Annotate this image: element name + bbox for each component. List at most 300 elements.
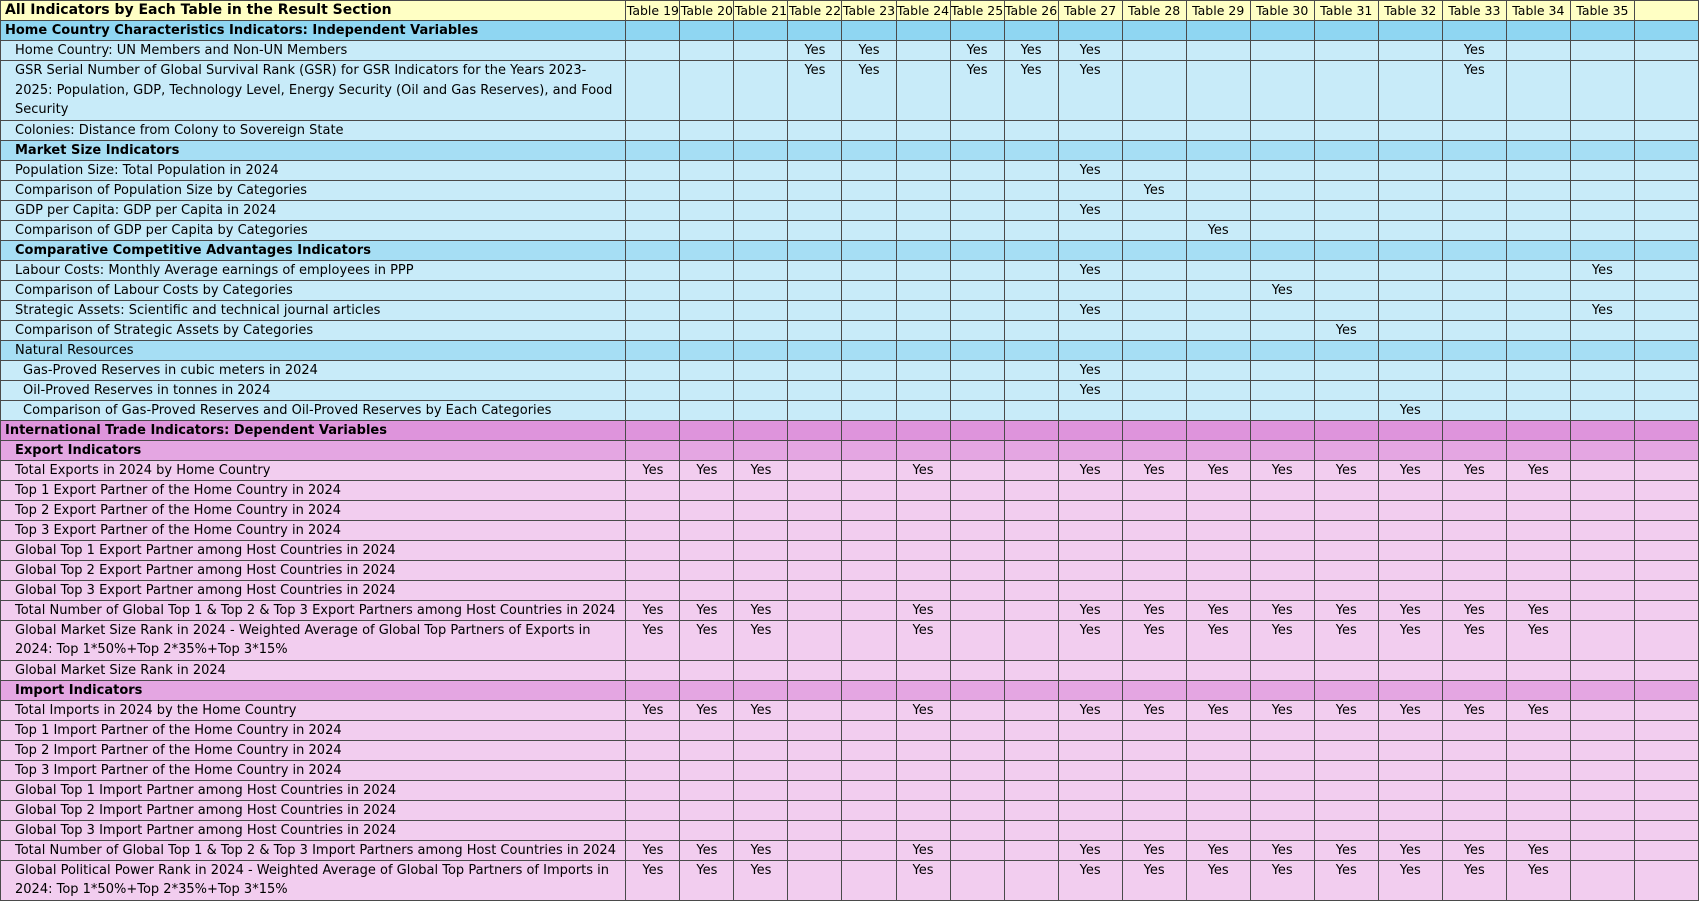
table-cell[interactable]	[734, 420, 788, 440]
table-cell[interactable]	[896, 380, 950, 400]
table-cell[interactable]	[1570, 620, 1634, 660]
table-cell[interactable]	[1634, 680, 1698, 700]
table-cell[interactable]	[1506, 660, 1570, 680]
table-cell[interactable]	[1004, 340, 1058, 360]
table-cell[interactable]	[842, 780, 896, 800]
table-cell[interactable]: Yes	[1058, 360, 1122, 380]
table-cell[interactable]	[1004, 700, 1058, 720]
table-cell[interactable]: Yes	[1186, 220, 1250, 240]
table-cell[interactable]	[734, 180, 788, 200]
table-cell[interactable]	[626, 440, 680, 460]
table-cell[interactable]	[1378, 260, 1442, 280]
table-cell[interactable]	[788, 280, 842, 300]
table-cell[interactable]	[1250, 220, 1314, 240]
table-cell[interactable]	[626, 380, 680, 400]
table-cell[interactable]	[950, 600, 1004, 620]
table-cell[interactable]	[1250, 720, 1314, 740]
column-header-cell[interactable]: Table 21	[734, 1, 788, 21]
table-cell[interactable]	[950, 280, 1004, 300]
table-cell[interactable]	[896, 420, 950, 440]
column-header-cell[interactable]: Table 24	[896, 1, 950, 21]
table-cell[interactable]	[896, 160, 950, 180]
table-cell[interactable]	[1378, 380, 1442, 400]
table-cell[interactable]	[842, 680, 896, 700]
table-cell[interactable]	[1186, 300, 1250, 320]
table-cell[interactable]	[896, 520, 950, 540]
table-cell[interactable]	[788, 480, 842, 500]
table-cell[interactable]	[1442, 120, 1506, 140]
table-cell[interactable]	[842, 180, 896, 200]
table-cell[interactable]	[1570, 240, 1634, 260]
table-cell[interactable]	[1378, 820, 1442, 840]
table-cell[interactable]	[842, 600, 896, 620]
table-cell[interactable]	[950, 440, 1004, 460]
table-cell[interactable]	[1506, 360, 1570, 380]
table-cell[interactable]	[842, 760, 896, 780]
table-cell[interactable]	[896, 820, 950, 840]
table-cell[interactable]	[680, 400, 734, 420]
table-cell[interactable]	[896, 340, 950, 360]
table-cell[interactable]: Yes	[1570, 300, 1634, 320]
table-cell[interactable]: Yes	[1058, 300, 1122, 320]
table-cell[interactable]	[1634, 740, 1698, 760]
table-cell[interactable]	[1634, 21, 1698, 41]
table-cell[interactable]	[788, 860, 842, 900]
table-cell[interactable]	[788, 840, 842, 860]
table-cell[interactable]: Yes	[680, 840, 734, 860]
table-cell[interactable]	[1378, 780, 1442, 800]
table-cell[interactable]	[1570, 480, 1634, 500]
table-cell[interactable]	[1058, 180, 1122, 200]
table-cell[interactable]: Yes	[1122, 840, 1186, 860]
table-cell[interactable]	[1186, 140, 1250, 160]
table-cell[interactable]	[1250, 260, 1314, 280]
table-cell[interactable]	[680, 240, 734, 260]
indicator-label-cell[interactable]: Global Political Power Rank in 2024 - Weighted Average of Global Top Partners of Imports in 2024: Top 1*50%+Top 2*35%+Top 3*15%	[1, 860, 626, 900]
column-header-cell[interactable]: Table 26	[1004, 1, 1058, 21]
table-cell[interactable]: Yes	[1314, 320, 1378, 340]
table-cell[interactable]	[680, 500, 734, 520]
table-cell[interactable]: Yes	[1122, 700, 1186, 720]
indicator-label-cell[interactable]: Top 1 Export Partner of the Home Country in 2024	[1, 480, 626, 500]
table-cell[interactable]	[1058, 800, 1122, 820]
table-cell[interactable]	[1058, 120, 1122, 140]
table-cell[interactable]	[1634, 780, 1698, 800]
table-cell[interactable]	[734, 21, 788, 41]
table-cell[interactable]	[1004, 600, 1058, 620]
table-cell[interactable]	[1570, 200, 1634, 220]
indicator-label-cell[interactable]: Global Top 3 Export Partner among Host Countries in 2024	[1, 580, 626, 600]
table-cell[interactable]: Yes	[1314, 460, 1378, 480]
table-cell[interactable]	[842, 160, 896, 180]
indicator-label-cell[interactable]: Total Number of Global Top 1 & Top 2 & Top 3 Import Partners among Host Countries in 2024	[1, 840, 626, 860]
table-cell[interactable]	[1004, 740, 1058, 760]
table-cell[interactable]	[896, 360, 950, 380]
table-cell[interactable]	[896, 280, 950, 300]
table-cell[interactable]	[1570, 780, 1634, 800]
table-cell[interactable]	[1506, 440, 1570, 460]
table-cell[interactable]	[788, 600, 842, 620]
table-cell[interactable]	[680, 180, 734, 200]
table-cell[interactable]	[626, 400, 680, 420]
table-cell[interactable]	[680, 120, 734, 140]
table-cell[interactable]	[1314, 200, 1378, 220]
table-cell[interactable]	[1506, 340, 1570, 360]
table-cell[interactable]	[896, 440, 950, 460]
table-cell[interactable]	[1506, 180, 1570, 200]
indicator-label-cell[interactable]: Total Exports in 2024 by Home Country	[1, 460, 626, 480]
table-cell[interactable]: Yes	[1378, 400, 1442, 420]
indicator-label-cell[interactable]: Global Top 2 Import Partner among Host Countries in 2024	[1, 800, 626, 820]
table-cell[interactable]	[788, 300, 842, 320]
table-cell[interactable]	[1004, 460, 1058, 480]
table-cell[interactable]	[734, 280, 788, 300]
table-cell[interactable]: Yes	[680, 860, 734, 900]
table-cell[interactable]	[1004, 520, 1058, 540]
indicator-label-cell[interactable]: Oil-Proved Reserves in tonnes in 2024	[1, 380, 626, 400]
table-cell[interactable]	[1378, 340, 1442, 360]
table-cell[interactable]	[734, 540, 788, 560]
table-cell[interactable]	[896, 240, 950, 260]
table-cell[interactable]	[1570, 460, 1634, 480]
table-cell[interactable]	[1314, 380, 1378, 400]
table-cell[interactable]	[1634, 440, 1698, 460]
table-cell[interactable]	[896, 800, 950, 820]
table-cell[interactable]	[680, 760, 734, 780]
table-cell[interactable]	[734, 61, 788, 121]
table-cell[interactable]	[626, 220, 680, 240]
table-cell[interactable]	[626, 480, 680, 500]
table-cell[interactable]	[950, 720, 1004, 740]
table-cell[interactable]	[842, 420, 896, 440]
table-cell[interactable]	[788, 740, 842, 760]
table-cell[interactable]	[1378, 300, 1442, 320]
table-cell[interactable]	[1506, 560, 1570, 580]
indicator-label-cell[interactable]: Home Country: UN Members and Non-UN Members	[1, 41, 626, 61]
table-cell[interactable]	[626, 560, 680, 580]
table-cell[interactable]	[1570, 120, 1634, 140]
table-cell[interactable]	[788, 240, 842, 260]
indicator-label-cell[interactable]: Population Size: Total Population in 2024	[1, 160, 626, 180]
table-cell[interactable]	[1378, 680, 1442, 700]
table-cell[interactable]	[626, 240, 680, 260]
table-cell[interactable]	[680, 41, 734, 61]
table-cell[interactable]	[1378, 520, 1442, 540]
table-cell[interactable]	[1570, 540, 1634, 560]
table-cell[interactable]: Yes	[734, 460, 788, 480]
table-cell[interactable]	[788, 360, 842, 380]
table-cell[interactable]	[1506, 500, 1570, 520]
table-cell[interactable]	[626, 140, 680, 160]
table-cell[interactable]	[1314, 780, 1378, 800]
table-cell[interactable]	[1314, 580, 1378, 600]
table-cell[interactable]	[896, 580, 950, 600]
table-cell[interactable]: Yes	[1186, 840, 1250, 860]
indicator-label-cell[interactable]: International Trade Indicators: Dependent Variables	[1, 420, 626, 440]
table-cell[interactable]	[1570, 760, 1634, 780]
table-cell[interactable]	[1250, 320, 1314, 340]
table-cell[interactable]	[950, 240, 1004, 260]
table-cell[interactable]	[1442, 340, 1506, 360]
table-cell[interactable]	[680, 420, 734, 440]
table-cell[interactable]	[1634, 760, 1698, 780]
indicator-label-cell[interactable]: Top 2 Export Partner of the Home Country in 2024	[1, 500, 626, 520]
table-cell[interactable]: Yes	[1506, 600, 1570, 620]
table-cell[interactable]	[896, 200, 950, 220]
table-cell[interactable]	[1250, 480, 1314, 500]
indicator-label-cell[interactable]: Total Number of Global Top 1 & Top 2 & Top 3 Export Partners among Host Countries in 2024	[1, 600, 626, 620]
table-cell[interactable]	[1378, 140, 1442, 160]
table-cell[interactable]	[1378, 41, 1442, 61]
table-cell[interactable]	[1506, 320, 1570, 340]
table-cell[interactable]	[842, 460, 896, 480]
indicator-label-cell[interactable]: Total Imports in 2024 by the Home Country	[1, 700, 626, 720]
table-cell[interactable]: Yes	[1058, 860, 1122, 900]
table-cell[interactable]	[680, 440, 734, 460]
table-cell[interactable]	[1314, 440, 1378, 460]
table-cell[interactable]	[1506, 300, 1570, 320]
table-cell[interactable]	[1378, 61, 1442, 121]
table-cell[interactable]: Yes	[734, 840, 788, 860]
table-cell[interactable]	[680, 220, 734, 240]
table-cell[interactable]	[1570, 360, 1634, 380]
table-cell[interactable]	[1004, 800, 1058, 820]
table-cell[interactable]	[1004, 280, 1058, 300]
table-cell[interactable]	[1186, 260, 1250, 280]
table-cell[interactable]	[734, 340, 788, 360]
table-cell[interactable]	[1314, 720, 1378, 740]
table-cell[interactable]	[1378, 180, 1442, 200]
table-cell[interactable]	[1058, 680, 1122, 700]
table-cell[interactable]	[950, 160, 1004, 180]
table-cell[interactable]: Yes	[680, 700, 734, 720]
table-cell[interactable]	[1442, 660, 1506, 680]
table-cell[interactable]	[1314, 180, 1378, 200]
table-cell[interactable]: Yes	[1058, 200, 1122, 220]
table-cell[interactable]	[680, 800, 734, 820]
table-cell[interactable]	[896, 540, 950, 560]
table-cell[interactable]	[1186, 760, 1250, 780]
table-cell[interactable]: Yes	[1122, 860, 1186, 900]
table-cell[interactable]	[626, 260, 680, 280]
table-cell[interactable]	[788, 160, 842, 180]
table-cell[interactable]	[1186, 360, 1250, 380]
table-cell[interactable]: Yes	[1004, 61, 1058, 121]
table-cell[interactable]	[1314, 140, 1378, 160]
table-cell[interactable]: Yes	[950, 41, 1004, 61]
table-cell[interactable]	[896, 760, 950, 780]
table-cell[interactable]	[1634, 61, 1698, 121]
table-cell[interactable]	[626, 520, 680, 540]
table-cell[interactable]	[1058, 440, 1122, 460]
table-cell[interactable]	[1250, 500, 1314, 520]
table-cell[interactable]	[1004, 680, 1058, 700]
table-cell[interactable]	[1378, 580, 1442, 600]
table-cell[interactable]	[1004, 240, 1058, 260]
table-cell[interactable]	[734, 220, 788, 240]
table-cell[interactable]	[842, 860, 896, 900]
table-cell[interactable]	[680, 160, 734, 180]
table-cell[interactable]	[734, 500, 788, 520]
table-cell[interactable]	[1122, 260, 1186, 280]
indicator-label-cell[interactable]: Comparison of Strategic Assets by Categories	[1, 320, 626, 340]
table-cell[interactable]	[950, 120, 1004, 140]
table-cell[interactable]	[1378, 740, 1442, 760]
table-cell[interactable]	[896, 180, 950, 200]
table-cell[interactable]: Yes	[1314, 620, 1378, 660]
table-cell[interactable]	[1186, 340, 1250, 360]
table-cell[interactable]	[1186, 540, 1250, 560]
table-cell[interactable]	[950, 21, 1004, 41]
table-cell[interactable]	[1250, 240, 1314, 260]
table-cell[interactable]	[1570, 560, 1634, 580]
table-cell[interactable]	[626, 180, 680, 200]
table-cell[interactable]	[1122, 520, 1186, 540]
table-cell[interactable]	[1004, 440, 1058, 460]
indicator-label-cell[interactable]: Comparison of Gas-Proved Reserves and Oil-Proved Reserves by Each Categories	[1, 400, 626, 420]
indicator-label-cell[interactable]: Global Top 2 Export Partner among Host Countries in 2024	[1, 560, 626, 580]
table-cell[interactable]	[1506, 220, 1570, 240]
table-cell[interactable]	[626, 41, 680, 61]
table-cell[interactable]	[842, 560, 896, 580]
table-cell[interactable]	[896, 560, 950, 580]
table-cell[interactable]	[680, 340, 734, 360]
table-cell[interactable]	[1058, 660, 1122, 680]
table-cell[interactable]: Yes	[896, 700, 950, 720]
table-cell[interactable]	[1570, 680, 1634, 700]
table-cell[interactable]	[788, 700, 842, 720]
table-cell[interactable]	[626, 820, 680, 840]
table-cell[interactable]	[1186, 680, 1250, 700]
table-cell[interactable]: Yes	[1122, 620, 1186, 660]
table-cell[interactable]	[1442, 140, 1506, 160]
table-cell[interactable]	[1122, 320, 1186, 340]
table-cell[interactable]	[1570, 320, 1634, 340]
table-cell[interactable]	[734, 320, 788, 340]
table-cell[interactable]	[1378, 120, 1442, 140]
table-cell[interactable]	[1634, 240, 1698, 260]
table-cell[interactable]	[1004, 380, 1058, 400]
table-cell[interactable]	[1634, 220, 1698, 240]
table-cell[interactable]	[1442, 740, 1506, 760]
table-cell[interactable]	[950, 380, 1004, 400]
column-header-cell[interactable]: Table 28	[1122, 1, 1186, 21]
table-cell[interactable]	[1378, 440, 1442, 460]
column-header-cell[interactable]: Table 34	[1506, 1, 1570, 21]
table-cell[interactable]	[1506, 480, 1570, 500]
table-cell[interactable]	[1004, 660, 1058, 680]
table-cell[interactable]	[680, 680, 734, 700]
table-cell[interactable]	[1058, 740, 1122, 760]
table-cell[interactable]	[1570, 740, 1634, 760]
table-cell[interactable]	[1442, 480, 1506, 500]
table-cell[interactable]	[1570, 180, 1634, 200]
table-cell[interactable]: Yes	[626, 620, 680, 660]
table-cell[interactable]	[842, 480, 896, 500]
table-cell[interactable]	[1250, 740, 1314, 760]
indicator-label-cell[interactable]: Market Size Indicators	[1, 140, 626, 160]
table-cell[interactable]	[1634, 480, 1698, 500]
table-cell[interactable]	[1004, 760, 1058, 780]
table-cell[interactable]	[1314, 360, 1378, 380]
table-cell[interactable]: Yes	[1058, 840, 1122, 860]
table-cell[interactable]	[842, 280, 896, 300]
table-cell[interactable]	[1634, 500, 1698, 520]
table-cell[interactable]	[1122, 280, 1186, 300]
table-cell[interactable]	[1378, 320, 1442, 340]
indicator-label-cell[interactable]: Global Market Size Rank in 2024	[1, 660, 626, 680]
table-cell[interactable]	[1506, 580, 1570, 600]
table-cell[interactable]: Yes	[1378, 600, 1442, 620]
table-cell[interactable]	[896, 780, 950, 800]
table-cell[interactable]	[1506, 740, 1570, 760]
table-cell[interactable]	[950, 620, 1004, 660]
table-cell[interactable]	[1122, 240, 1186, 260]
table-cell[interactable]	[1634, 41, 1698, 61]
table-cell[interactable]: Yes	[734, 620, 788, 660]
table-cell[interactable]: Yes	[1058, 700, 1122, 720]
table-cell[interactable]	[734, 560, 788, 580]
column-header-cell[interactable]: Table 27	[1058, 1, 1122, 21]
table-cell[interactable]	[842, 380, 896, 400]
table-cell[interactable]	[842, 820, 896, 840]
table-cell[interactable]	[1442, 420, 1506, 440]
table-cell[interactable]	[896, 61, 950, 121]
table-cell[interactable]	[1634, 160, 1698, 180]
table-cell[interactable]	[1314, 260, 1378, 280]
table-cell[interactable]: Yes	[1250, 600, 1314, 620]
table-cell[interactable]	[1186, 380, 1250, 400]
table-cell[interactable]	[1004, 160, 1058, 180]
table-cell[interactable]	[1186, 740, 1250, 760]
table-cell[interactable]	[842, 120, 896, 140]
table-cell[interactable]	[1250, 360, 1314, 380]
table-cell[interactable]	[1506, 820, 1570, 840]
table-cell[interactable]	[626, 760, 680, 780]
table-cell[interactable]	[1570, 340, 1634, 360]
table-cell[interactable]	[950, 820, 1004, 840]
table-cell[interactable]	[950, 180, 1004, 200]
table-cell[interactable]	[1378, 21, 1442, 41]
table-cell[interactable]	[1122, 560, 1186, 580]
table-cell[interactable]	[842, 620, 896, 660]
indicator-label-cell[interactable]: Top 3 Export Partner of the Home Country in 2024	[1, 520, 626, 540]
table-cell[interactable]	[1442, 760, 1506, 780]
table-cell[interactable]	[950, 200, 1004, 220]
table-cell[interactable]	[1506, 760, 1570, 780]
table-cell[interactable]	[1250, 540, 1314, 560]
table-cell[interactable]	[1442, 800, 1506, 820]
table-cell[interactable]	[1004, 180, 1058, 200]
table-cell[interactable]	[950, 860, 1004, 900]
table-cell[interactable]	[788, 180, 842, 200]
table-cell[interactable]	[1634, 600, 1698, 620]
table-cell[interactable]	[1122, 720, 1186, 740]
table-cell[interactable]	[1570, 600, 1634, 620]
indicator-label-cell[interactable]: Top 2 Import Partner of the Home Country in 2024	[1, 740, 626, 760]
table-cell[interactable]	[626, 280, 680, 300]
indicator-label-cell[interactable]: Strategic Assets: Scientific and technical journal articles	[1, 300, 626, 320]
table-cell[interactable]	[1186, 200, 1250, 220]
table-cell[interactable]	[734, 480, 788, 500]
table-cell[interactable]	[626, 780, 680, 800]
table-cell[interactable]	[1250, 21, 1314, 41]
table-cell[interactable]	[1004, 300, 1058, 320]
table-cell[interactable]	[1004, 120, 1058, 140]
table-cell[interactable]	[1004, 820, 1058, 840]
table-cell[interactable]	[1004, 620, 1058, 660]
table-cell[interactable]	[680, 280, 734, 300]
